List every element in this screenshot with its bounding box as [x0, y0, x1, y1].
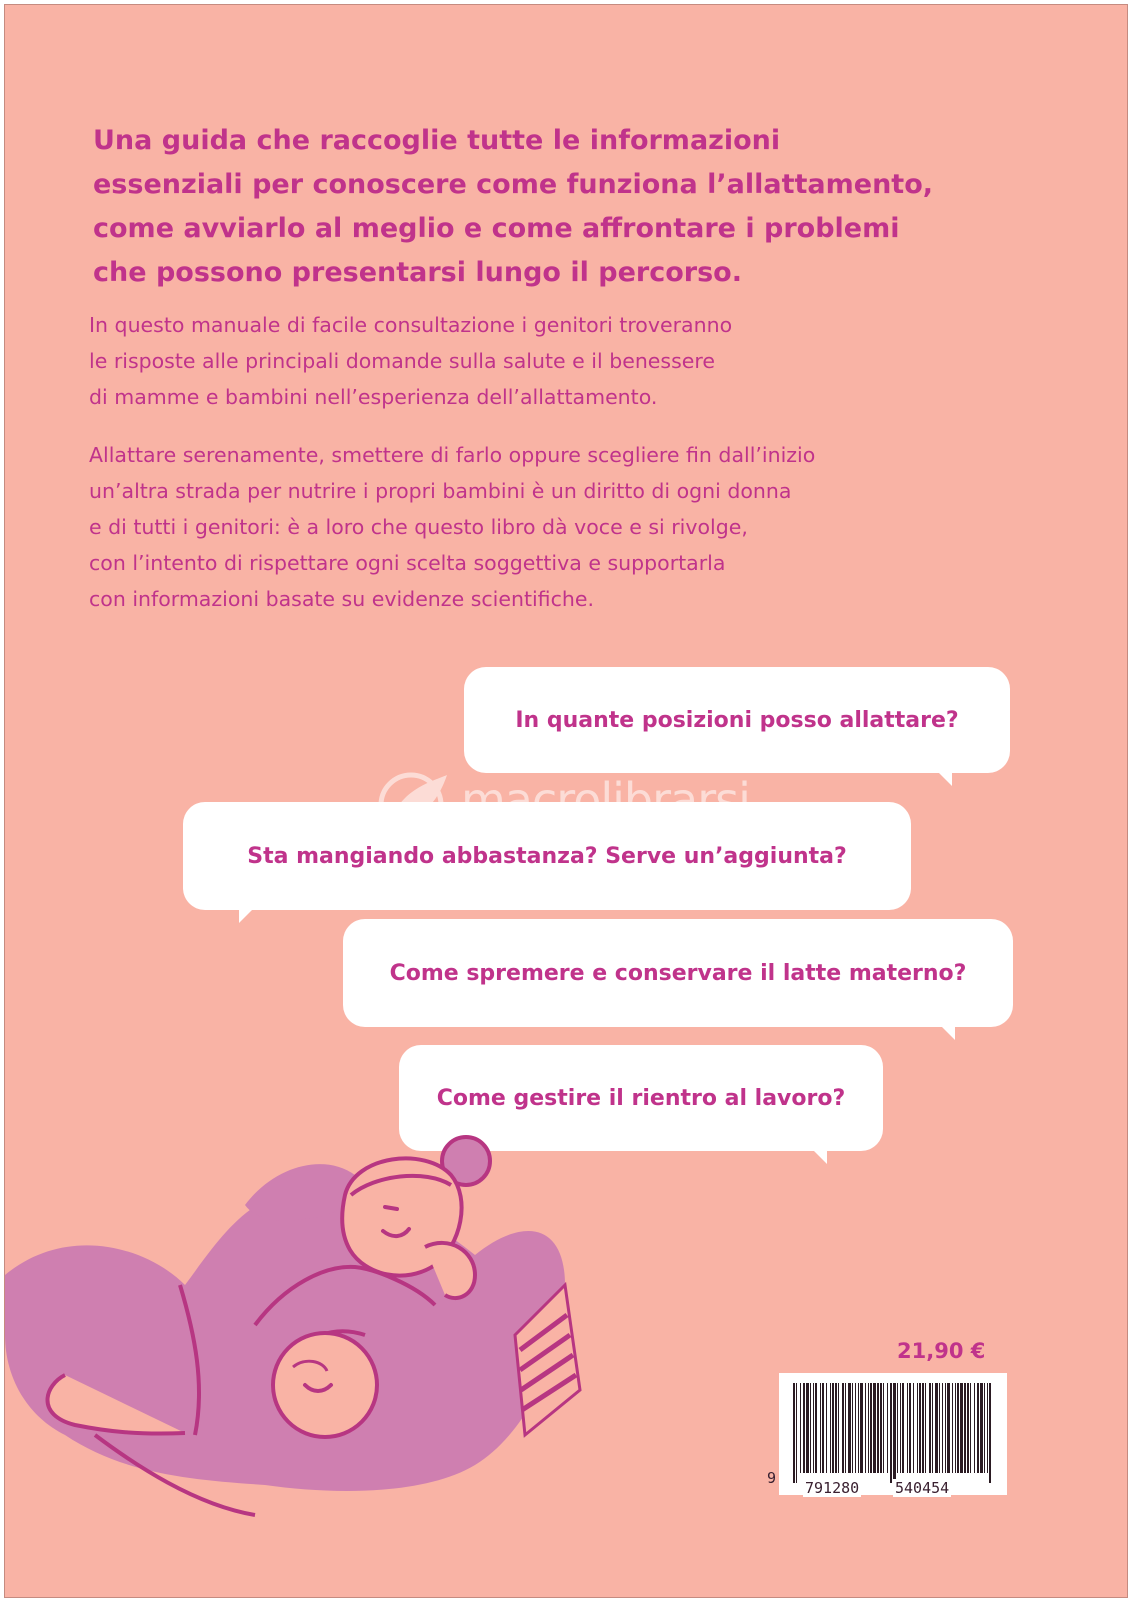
question-text: Sta mangiando abbastanza? Serve un’aggiunta?	[247, 843, 847, 869]
barcode-bar	[858, 1383, 859, 1473]
barcode	[779, 1373, 1007, 1495]
barcode-bar	[942, 1383, 943, 1473]
barcode-bar	[852, 1383, 853, 1473]
speech-bubble-icon	[941, 1026, 955, 1040]
barcode-bar	[987, 1383, 988, 1473]
barcode-bar	[830, 1383, 831, 1473]
barcode-bar	[868, 1383, 869, 1473]
barcode-bar	[820, 1383, 821, 1473]
isbn-lead-digit: 9	[767, 1469, 777, 1487]
barcode-bar	[980, 1383, 983, 1473]
question-text: Come gestire il rientro al lavoro?	[436, 1085, 846, 1111]
description-paragraph-1: In questo manuale di facile consultazione i genitori troveranno le risposte alle principali domande sulla salute e il benessere di mamme e bambini nell’esperienza dell’allattamento.	[89, 313, 733, 409]
barcode-bar	[977, 1383, 979, 1473]
barcode-bar	[970, 1383, 971, 1473]
barcode-bar	[810, 1383, 811, 1473]
barcode-bar	[835, 1383, 837, 1473]
barcode-bar	[907, 1383, 908, 1473]
question-bubble-positions	[464, 667, 1010, 773]
barcode-bar	[806, 1383, 809, 1473]
barcode-bar	[902, 1383, 904, 1473]
barcode-bar	[845, 1383, 846, 1473]
question-text: In quante posizioni posso allattare?	[515, 707, 959, 733]
macrolibrarsi-watermark	[373, 765, 793, 845]
speech-bubble-icon	[239, 909, 253, 923]
question-bubble-milk-storage	[343, 919, 1013, 1027]
barcode-bar	[957, 1383, 959, 1473]
barcode-icon	[793, 1383, 993, 1483]
barcode-bar	[822, 1383, 824, 1473]
barcode-bar	[974, 1383, 975, 1473]
barcode-bar	[935, 1383, 938, 1473]
barcode-bar	[925, 1383, 926, 1473]
speech-bubble-icon	[813, 1150, 827, 1164]
barcode-bar	[870, 1383, 872, 1473]
barcode-bar	[880, 1383, 882, 1473]
barcode-bar	[890, 1383, 892, 1483]
barcode-bar	[929, 1383, 931, 1473]
barcode-bar	[803, 1383, 805, 1473]
barcode-bar	[813, 1383, 814, 1473]
barcode-bar	[796, 1383, 797, 1483]
barcode-bar	[939, 1383, 940, 1473]
barcode-bar	[873, 1383, 876, 1473]
mother-baby-illustration	[5, 1135, 765, 1598]
watermark-tagline: ALTERNATIVA NATURALE	[469, 825, 775, 839]
question-text: Come spremere e conservare il latte materno?	[389, 960, 967, 986]
barcode-bar	[860, 1383, 863, 1473]
barcode-bar	[919, 1383, 921, 1473]
barcode-bar	[826, 1383, 827, 1473]
barcode-bar	[955, 1383, 956, 1473]
barcode-bar	[887, 1383, 888, 1473]
barcode-bar	[838, 1383, 839, 1473]
barcode-bar	[909, 1383, 911, 1473]
barcode-bar	[900, 1383, 901, 1473]
barcode-bar	[984, 1383, 985, 1473]
barcode-bar	[913, 1383, 914, 1473]
barcode-bar	[947, 1383, 950, 1473]
barcode-bar	[932, 1383, 933, 1473]
barcode-bar	[893, 1383, 896, 1483]
barcode-bar	[897, 1383, 898, 1473]
barcode-bar	[964, 1383, 966, 1473]
description-paragraph-2: Allattare serenamente, smettere di farlo oppure scegliere fin dall’inizio un’altra strada per nutrire i propri bambini è un diritto di ogni donna e di tutti i genitori: è a loro che questo libro dà voce e si rivolge, con l’intento di rispettare ogni scelta soggettiva e supportarla con informazioni basate su evidenze scientifiche.	[89, 443, 816, 611]
barcode-bar	[800, 1383, 801, 1473]
barcode-bar	[917, 1383, 918, 1473]
barcode-bar	[945, 1383, 946, 1473]
barcode-bar	[883, 1383, 884, 1473]
barcode-bar	[855, 1383, 856, 1473]
barcode-bar	[877, 1383, 879, 1473]
barcode-bar	[922, 1383, 924, 1473]
isbn-group-2: 540454	[895, 1479, 950, 1497]
isbn-group-1: 791280	[805, 1479, 860, 1497]
price-label: 21,90 €	[897, 1339, 986, 1363]
barcode-bar	[960, 1383, 963, 1473]
barcode-bar	[952, 1383, 953, 1473]
barcode-bar	[848, 1383, 851, 1473]
speech-bubble-icon	[938, 772, 952, 786]
barcode-bar	[865, 1383, 866, 1473]
leaf-logo-icon	[373, 769, 453, 839]
barcode-bar	[832, 1383, 834, 1473]
barcode-bar	[842, 1383, 844, 1473]
barcode-bar	[989, 1383, 991, 1483]
book-back-cover	[4, 4, 1128, 1598]
barcode-bar	[967, 1383, 969, 1473]
barcode-bar	[815, 1383, 817, 1473]
watermark-name: macrolibrarsi	[461, 773, 750, 827]
intro-headline: Una guida che raccoglie tutte le informazioni essenziali per conoscere come funziona l’allattamento, come avviarlo al meglio e come affrontare i problemi che possono presentarsi lungo il percorso.	[93, 125, 934, 288]
barcode-bar	[793, 1383, 795, 1483]
